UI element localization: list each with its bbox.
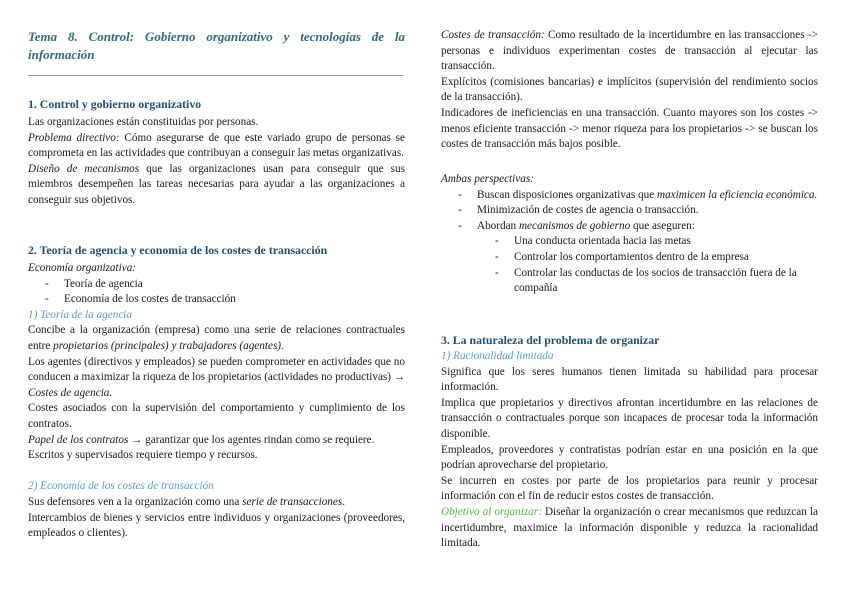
s2-paragraph: Intercambios de bienes y servicios entre individuos y organizaciones (proveedores, empleados o clientes).: [28, 511, 405, 540]
eco-label: Economía organizativa:: [28, 262, 137, 274]
s3-paragraph: Empleados, proveedores y contratistas podrían estar en una posición en la que podrían aprovecharse del propietario.: [441, 443, 818, 472]
objetivo-label: Objetivo al organizar:: [441, 505, 542, 518]
s2-paragraph: Papel de los contratos → garantizar que los agentes rindan como se requiere.: [28, 433, 375, 446]
s3-paragraph: Objetivo al organizar: Diseñar la organización o crear mecanismos que reduzcan la incertidumbre, maximice la información disponible y reduzca la racionalidad limitada.: [441, 505, 818, 550]
nested-list: [441, 234, 818, 296]
right-column-top: [441, 28, 818, 153]
r-paragraph: Explícitos (comisiones bancarias) e implícitos (supervisión del rendimiento socios de la transacción).: [441, 75, 818, 104]
s2-paragraph: Escritos y supervisados requiere tiempo y recursos.: [28, 449, 258, 462]
page-title: Tema 8. Control: Gobierno organizativo y tecnologías de la información: [28, 29, 405, 62]
s2-paragraph: Los agentes (directivos y empleados) se pueden comprometer en actividades que no conducen a maximizar la riqueza de los propietarios (actividades no productivas) → Costes de agencia.: [28, 355, 405, 399]
subheading-costes: 2) Economía de los costes de transacción: [28, 480, 214, 493]
r-paragraph: Indicadores de ineficiencias en una transacción. Cuanto mayores son los costes -> menos eficiente transacción -> menor riqueza para los propietarios -> se buscan los costes de transacción más bajos posible.: [441, 106, 818, 151]
s1-label: Diseño de mecanismos: [28, 162, 140, 175]
s2-paragraph: Concibe a la organización (empresa) como una serie de relaciones contractuales entre propietarios (principales) y trabajadores (agentes).: [28, 324, 405, 352]
list-item: - Controlar las conductas de los socios de transacción fuera de la compañía: [441, 266, 818, 297]
ambas-label: Ambas perspectivas:: [441, 173, 534, 185]
subheading-racionalidad: 1) Racionalidad limitada: [441, 350, 554, 362]
list-item: - Abordan mecanismos de gobierno que aseguren:: [441, 219, 818, 235]
s1-paragraph: Las organizaciones están constituidas por personas.: [28, 116, 259, 128]
list-item: - Economía de los costes de transacción: [28, 292, 405, 308]
section-2-heading: 2. Teoría de agencia y economía de los costes de transacción: [28, 243, 328, 257]
s3-paragraph: Implica que propietarios y directivos afrontan incertidumbre en las relaciones de transacción o contractuales porque son incapaces de procesar toda la información disponible.: [441, 396, 818, 440]
eco-list: [28, 277, 405, 308]
s2-paragraph: Sus defensores ven a la organización como una serie de transacciones.: [28, 495, 345, 508]
s1-paragraph: Problema directivo: Cómo asegurarse de que este variado grupo de personas se comprometa en las actividades que contribuyan a conseguir las metas organizativas.: [28, 131, 405, 160]
ambas-perspectivas: [441, 172, 818, 297]
s3-paragraph: Se incurren en costes por parte de los propietarios para reunir y procesar información con el fin de reducir estos costes de transacción.: [441, 474, 818, 503]
ambas-list: [441, 188, 818, 235]
section-3-heading: 3. La naturaleza del problema de organizar: [441, 333, 660, 347]
list-item: - Controlar los comportamientos dentro de la empresa: [441, 250, 818, 266]
s1-label: Problema directivo:: [28, 131, 120, 144]
list-item: - Minimización de costes de agencia o transacción.: [441, 203, 818, 219]
section-3-body: [441, 349, 818, 552]
list-item: - Teoría de agencia: [28, 277, 405, 293]
r-paragraph: Costes de transacción: Como resultado de la incertidumbre en las transacciones -> personas e individuos experimentan costes de transacción al ejecutar las transacción.: [441, 29, 818, 73]
section-1-body: [28, 115, 405, 209]
section-2-body: [28, 261, 405, 542]
list-item: - Buscan disposiciones organizativas que maximicen la eficiencia económica.: [441, 188, 818, 204]
section-1-heading: 1. Control y gobierno organizativo: [28, 97, 202, 111]
subheading-agencia: 1) Teoría de la agencia: [28, 308, 132, 321]
title-divider: [28, 75, 403, 76]
s2-paragraph: Costes asociados con la supervisión del comportamiento y cumplimiento de los contratos.: [28, 402, 405, 430]
s3-paragraph: Significa que los seres humanos tienen limitada su habilidad para procesar información.: [441, 365, 818, 394]
s1-paragraph: Diseño de mecanismos que las organizaciones usan para conseguir que sus miembros desempeñen las tareas necesarias para ayudar a las organizaciones a conseguir sus objetivos.: [28, 162, 405, 206]
list-item: - Una conducta orientada hacia las metas: [441, 234, 818, 250]
